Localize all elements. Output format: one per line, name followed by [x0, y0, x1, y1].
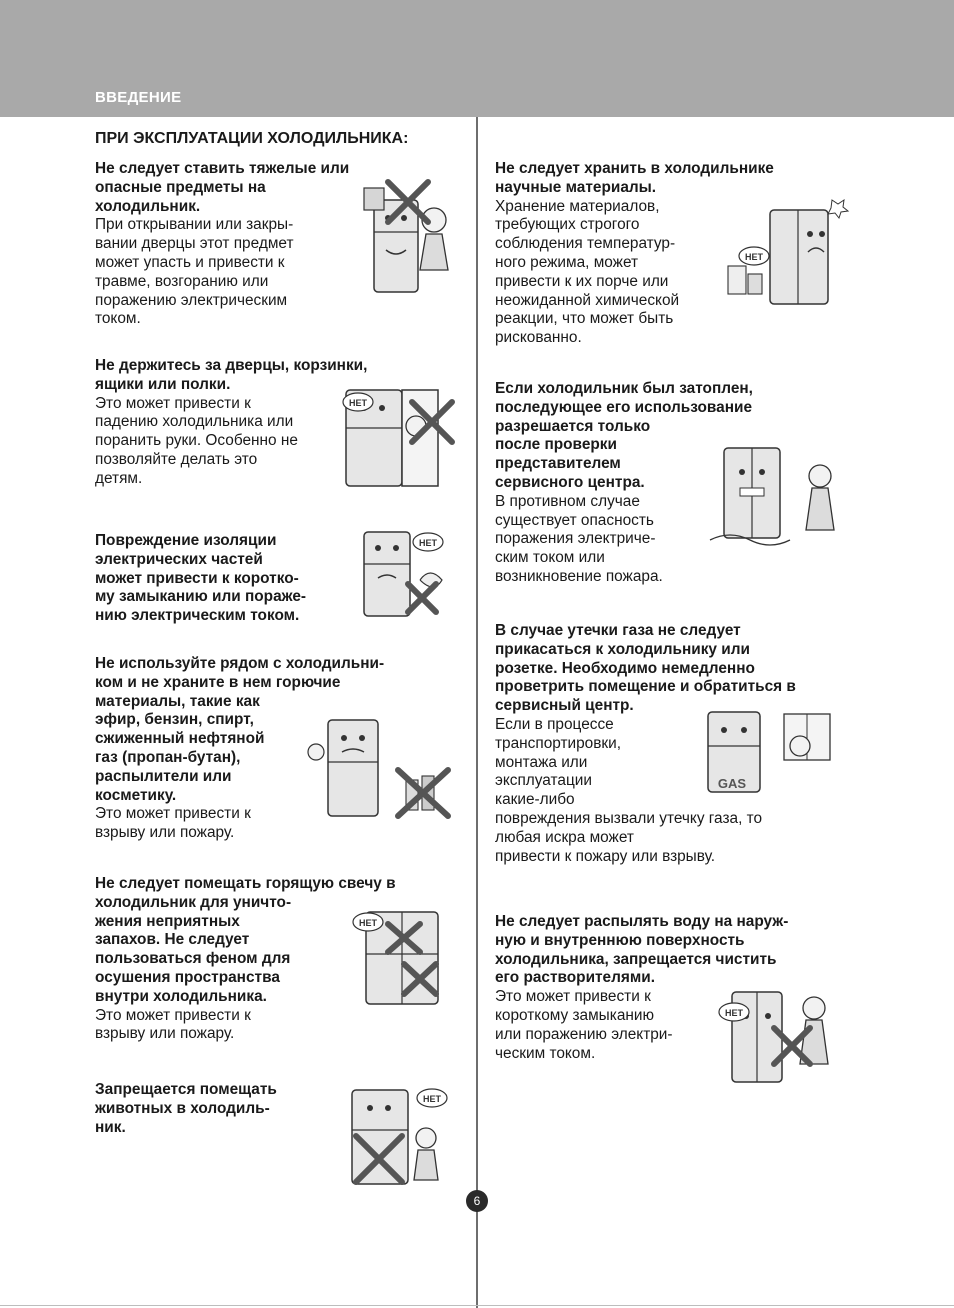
warning-title-line: его растворителями. [495, 969, 656, 987]
warning-title-line: разрешается только [495, 417, 651, 435]
warning-text-line: Это может привести к [95, 1006, 251, 1024]
warning-title-line: последующее его использование [495, 398, 753, 416]
warning-text-line: возникновение пожара. [495, 567, 663, 585]
warning-title-line: распылители или [95, 767, 232, 785]
warning-title-line: пользоваться феном для [95, 950, 291, 968]
warning-text-line: Это может привести к [95, 394, 251, 412]
warning-text-line: При открывании или закры- [95, 216, 294, 234]
warning-text-line: Если в процессе [495, 715, 614, 733]
warning-text-line: поранить руки. Особенно не [95, 432, 298, 450]
warning-title-line: сервисного центра. [495, 473, 645, 491]
warning-title-line: научные материалы. [495, 178, 657, 196]
section-label: ВВЕДЕНИЕ [95, 89, 182, 106]
warning-title-line: Запрещается помещать [95, 1081, 277, 1098]
gas-label: GAS [717, 776, 747, 791]
warning-title-line: ник. [95, 1118, 126, 1136]
svg-text:НЕТ: НЕТ [419, 538, 437, 548]
warning-title-line: ящики или полки. [95, 375, 231, 393]
candle-dryer-illustration [348, 902, 448, 1010]
warning-text-line: эксплуатации [495, 772, 592, 790]
warning-text-line: привести к пожару или взрыву. [495, 847, 716, 865]
warning-text-line: может упасть и привести к [95, 253, 285, 271]
warning-title-line: Если холодильник был затоплен, [495, 380, 753, 397]
flooded-fridge-illustration [706, 444, 852, 548]
warning-title-line: прикасаться к холодильнику или [495, 640, 750, 658]
svg-text:НЕТ: НЕТ [745, 252, 763, 262]
warning-title-line: опасные предметы на [95, 178, 266, 196]
warning-title-line: му замыканию или пораже- [95, 588, 307, 606]
warning-text-line: взрыву или пожару. [95, 1025, 235, 1043]
warning-text-line: рискованно. [495, 329, 582, 347]
warning-title-line: может привести к коротко- [95, 569, 299, 587]
warning-title-line: осушения пространства [95, 968, 280, 986]
warning-title-line: газ (пропан-бутан), [95, 748, 241, 766]
warning-title-line: проветрить помещение и обратиться в [495, 678, 796, 696]
warning-text-line: позволяйте делать это [95, 450, 258, 468]
warning-title-line: эфир, бензин, спирт, [95, 711, 254, 729]
no-label-badge [719, 1003, 749, 1021]
warning-text-line: В противном случае [495, 492, 640, 510]
warning-text-line: соблюдения температур- [495, 235, 676, 253]
warning-text-line: вании дверцы этот предмет [95, 235, 294, 253]
warning-text-line: ским током или [495, 549, 605, 567]
no-label-badge [739, 247, 769, 265]
warning-title-line: внутри холодильника. [95, 987, 267, 1005]
warning-text-line: травме, возгоранию или [95, 272, 269, 290]
heavy-object-illustration [352, 170, 468, 300]
warning-title-line: материалы, такие как [95, 692, 260, 710]
no-label-badge [353, 913, 383, 931]
warning-title-line: Не следует помещать горящую свечу в [95, 875, 396, 892]
no-label-badge [413, 533, 443, 551]
page-heading: ПРИ ЭКСПЛУАТАЦИИ ХОЛОДИЛЬНИКА: [95, 130, 409, 147]
no-label-badge [417, 1089, 447, 1107]
warning-text-line: Это может привести к [495, 988, 651, 1006]
warning-title-line: нию электрическим током. [95, 607, 300, 625]
scientific-materials-illustration [714, 194, 854, 308]
warning-text-line: или поражению электри- [495, 1025, 673, 1043]
warning-title-line: сервисный центр. [495, 697, 634, 715]
warning-text-line: монтажа или [495, 753, 588, 771]
flammable-materials-illustration [298, 712, 458, 830]
warning-text-line: ного режима, может [495, 253, 639, 271]
warning-title-line: Не следует ставить тяжелые или [95, 160, 350, 177]
warning-title-line: жения неприятных [95, 912, 240, 930]
warning-title-line: косметику. [95, 786, 177, 804]
warning-text-line: какие-либо [495, 791, 575, 809]
warning-title-line: холодильник для уничто- [95, 893, 292, 911]
electric-insulation-illustration [350, 520, 460, 624]
warning-text-line: взрыву или пожару. [95, 824, 235, 842]
warning-title-line: Не следует хранить в холодильнике [495, 160, 774, 177]
warning-insulation [95, 532, 306, 626]
warning-text-line: привести к их порче или [495, 272, 669, 290]
warning-text-line: существует опасность [495, 511, 654, 529]
svg-text:НЕТ: НЕТ [359, 918, 377, 928]
warning-text-line: повреждения вызвали утечку газа, то [495, 809, 763, 827]
animals-illustration [346, 1078, 458, 1190]
warning-title-line: ком и не храните в нем горючие [95, 673, 341, 691]
warning-title-line: Не следует распылять воду на наруж- [495, 913, 789, 930]
no-label-badge [343, 393, 373, 411]
warning-text-line: детям. [95, 469, 143, 487]
warning-text-line: Это может привести к [95, 805, 251, 823]
warning-text-line: неожиданной химической [495, 291, 680, 309]
warning-title-line: ную и внутреннюю поверхность [495, 931, 745, 949]
warning-title-line: сжиженный нефтяной [95, 730, 265, 748]
warning-title-line: Не держитесь за дверцы, корзинки, [95, 357, 368, 374]
warning-title-line: холодильник. [95, 197, 201, 215]
prohibition-cross-icon [408, 584, 436, 612]
warning-title-line: холодильника, запрещается чистить [495, 950, 777, 968]
bottom-rule [0, 1305, 954, 1306]
warning-hold-doors [95, 357, 367, 489]
warning-text-line: короткому замыканию [495, 1006, 655, 1024]
gas-leak-illustration [688, 708, 834, 804]
hanging-on-door-illustration [336, 380, 462, 492]
warning-text-line: Хранение материалов, [495, 197, 660, 215]
warning-text-line: поражению электрическим [95, 291, 288, 309]
column-divider [476, 117, 478, 1308]
warning-title-line: Повреждение изоляции [95, 532, 277, 549]
svg-text:НЕТ: НЕТ [349, 398, 367, 408]
warning-text-line: реакции, что может быть [495, 310, 674, 328]
warning-text-line: поражения электриче- [495, 530, 656, 548]
warning-text-line: током. [95, 310, 141, 328]
svg-text:НЕТ: НЕТ [423, 1094, 441, 1104]
page-number: 6 [466, 1190, 488, 1212]
water-spray-illustration [716, 988, 836, 1088]
warning-text-line: транспортировки, [495, 734, 622, 752]
warning-text-line: ческим током. [495, 1044, 596, 1062]
warning-title-line: представителем [495, 455, 621, 473]
warning-title-line: после проверки [495, 436, 617, 454]
warning-text-line: любая искра может [495, 828, 634, 846]
warning-title-line: розетке. Необходимо немедленно [495, 659, 755, 677]
warning-text-line: требующих строгого [495, 216, 640, 234]
svg-text:НЕТ: НЕТ [725, 1008, 743, 1018]
warning-title-line: запахов. Не следует [95, 931, 250, 949]
warning-title-line: электрических частей [95, 550, 263, 568]
warning-animals [95, 1081, 277, 1137]
warning-title-line: В случае утечки газа не следует [495, 622, 741, 639]
warning-title-line: животных в холодиль- [95, 1099, 270, 1117]
warning-heavy-objects [95, 160, 349, 329]
warning-text-line: падению холодильника или [95, 413, 294, 431]
warning-title-line: Не используйте рядом с холодильни- [95, 655, 385, 672]
